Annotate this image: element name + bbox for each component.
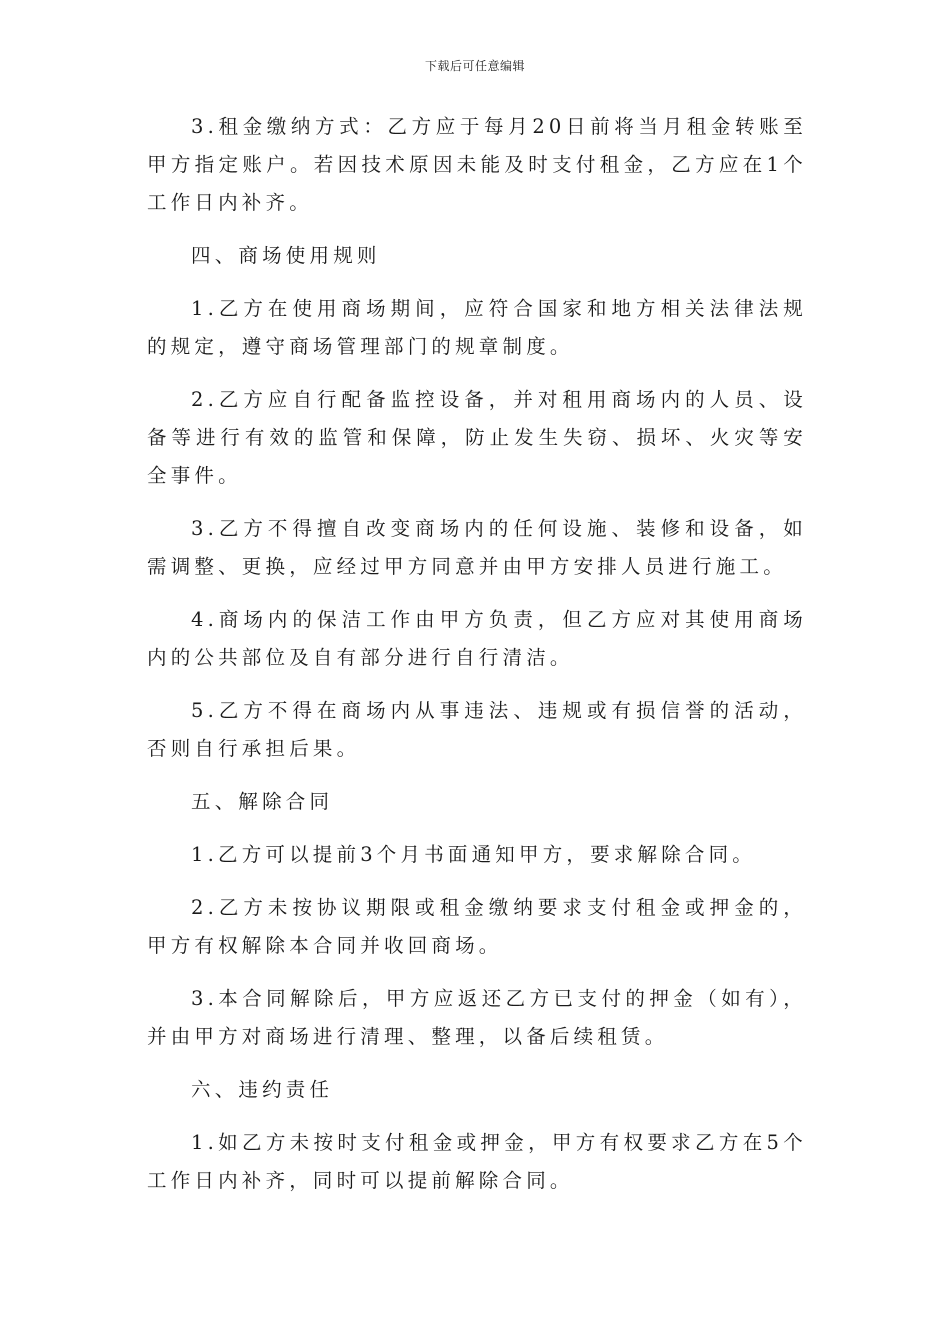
page-header-note: 下载后可任意编辑 xyxy=(424,59,525,73)
paragraph-termination-2: 2.乙方未按协议期限或租金缴纳要求支付租金或押金的，甲方有权解除本合同并收回商场。 xyxy=(147,896,807,957)
paragraph-usage-rule-5: 5.乙方不得在商场内从事违法、违规或有损信誉的活动，否则自行承担后果。 xyxy=(147,699,807,760)
paragraph-termination-1: 1.乙方可以提前3个月书面通知甲方，要求解除合同。 xyxy=(191,843,757,866)
paragraph-liability-1: 1.如乙方未按时支付租金或押金，甲方有权要求乙方在5个工作日内补齐，同时可以提前解除合同。 xyxy=(147,1131,807,1192)
paragraph-usage-rule-4: 4.商场内的保洁工作由甲方负责，但乙方应对其使用商场内的公共部位及自有部分进行自行清洁。 xyxy=(147,608,807,669)
section-heading-liability: 六、违约责任 xyxy=(191,1078,334,1101)
paragraph-usage-rule-1: 1.乙方在使用商场期间，应符合国家和地方相关法律法规的规定，遵守商场管理部门的规章制度。 xyxy=(147,297,807,358)
section-heading-usage-rules: 四、商场使用规则 xyxy=(191,244,381,267)
paragraph-termination-3: 3.本合同解除后，甲方应返还乙方已支付的押金（如有），并由甲方对商场进行清理、整理，以备后续租赁。 xyxy=(147,987,807,1048)
paragraph-usage-rule-2: 2.乙方应自行配备监控设备，并对租用商场内的人员、设备等进行有效的监管和保障，防止发生失窃、损坏、火灾等安全事件。 xyxy=(147,388,807,487)
paragraph-rent-payment-method: 3.租金缴纳方式：乙方应于每月20日前将当月租金转账至甲方指定账户。若因技术原因未能及时支付租金，乙方应在1个工作日内补齐。 xyxy=(147,115,807,214)
section-heading-termination: 五、解除合同 xyxy=(191,790,334,813)
paragraph-usage-rule-3: 3.乙方不得擅自改变商场内的任何设施、装修和设备，如需调整、更换，应经过甲方同意并由甲方安排人员进行施工。 xyxy=(147,517,807,578)
document-body xyxy=(147,108,807,1215)
